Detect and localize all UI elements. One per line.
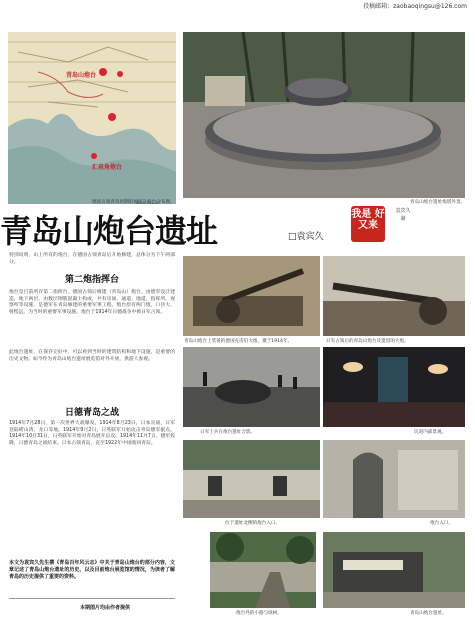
caption-cannon-field: 日军占领后的青岛山炮台及遗留的大炮。 — [326, 339, 409, 344]
author: □袁宾久 — [288, 232, 324, 242]
section2-heading: 日德青岛之战 — [64, 408, 119, 418]
photo-old-soldiers — [183, 347, 320, 427]
caption-path-green: 炮台外的小路与绿树。 — [236, 611, 282, 616]
caption-tunnel: 坑道内部景观。 — [414, 430, 447, 435]
photo-bunker-inside — [323, 440, 465, 518]
intro-text: 特别说明，山上所有的炮台，在德国占领青岛后开始修建，总体分为下午两部分。 — [9, 253, 175, 265]
divider — [9, 598, 175, 599]
caption-bunker-gate: 位于遗址北侧的炮台入口。 — [225, 521, 281, 526]
seal-stamp: 我是 好又来 — [351, 206, 385, 242]
historic-map — [8, 32, 176, 204]
section2-body: 1914年7月28日，第一次世界大战爆发。1914年8月23日，日本宣战，日军登陆崂山湾、龙口等地。1914年9月2日，日英联军开始攻击青岛德军据点。1914年10月31日，日英联军开始对青岛展开总攻。1914年11月7日，德军投降，日德青岛之战结束。日本占领青岛，直至1922年中国收回青岛。 — [9, 421, 175, 446]
turret-photo — [183, 32, 465, 198]
caption-map: 德国占领青岛时期的地形及炮台分布图。 — [92, 200, 175, 205]
caption-old-photo: 日军士兵在炮台遗址合影。 — [200, 430, 256, 435]
section1-body: 炮台是目前所存第二指挥台，德国占领后修建（青岛山）炮台。由德军设计建造，地下两层，由数层钢筋混凝土构成，共有房间、通道、地道、指挥所、观察所等设施。是德军在青岛修建的重要军事工程。炮台原有两门炮，口径大、射程远，为当时的重要军事设施。炮台于1914年日德战争中被日军占领。 — [9, 290, 175, 315]
caption-bunker-inside: 炮台入口。 — [430, 521, 453, 526]
promo-text: 本文为袁宾久先生撰《青岛百年风云志》中关于青岛山炮台的部分内容，文章记述了青岛山炮台遗址的历史，以及目前炮台展览馆的情况，为读者了解青岛的历史提供了重要的资料。 — [9, 560, 175, 580]
seal-note: 袁宾久 制 — [395, 208, 411, 222]
page-title: 青岛山炮台遗址 — [0, 212, 218, 250]
map-label-huiquan: 汇泉角炮台 — [92, 164, 123, 171]
caption-cannon-sepia: 青岛山炮台上装备的德国克虏伯大炮，摄于1914年。 — [184, 339, 293, 344]
photo-cannon-sepia — [183, 256, 320, 336]
photo-bunker-gate — [183, 440, 320, 518]
section1-heading: 第二炮指挥台 — [64, 275, 119, 285]
footer-note: 本期图片均由作者提供 — [80, 605, 131, 611]
photo-museum — [323, 532, 465, 608]
map-label-qingdaoshan: 青岛山炮台 — [66, 72, 97, 79]
caption-turret: 青岛山炮台遗址炮塔外景。 — [410, 200, 466, 205]
section1-body2: 此炮台遗址，在保存完好中，可以看到当时的建筑结构和地下设施，是重要的历史文物。如今作为青岛山炮台遗址展览馆对外开放，供游人参观。 — [9, 350, 175, 362]
photo-path-green — [210, 532, 316, 608]
caption-museum: 青岛山炮台遗址。 — [410, 611, 447, 616]
photo-cannon-field — [323, 256, 465, 336]
photo-tunnel — [323, 347, 465, 427]
header-contact: 投稿邮箱：zaobaoqingsu@126.com — [363, 3, 467, 10]
